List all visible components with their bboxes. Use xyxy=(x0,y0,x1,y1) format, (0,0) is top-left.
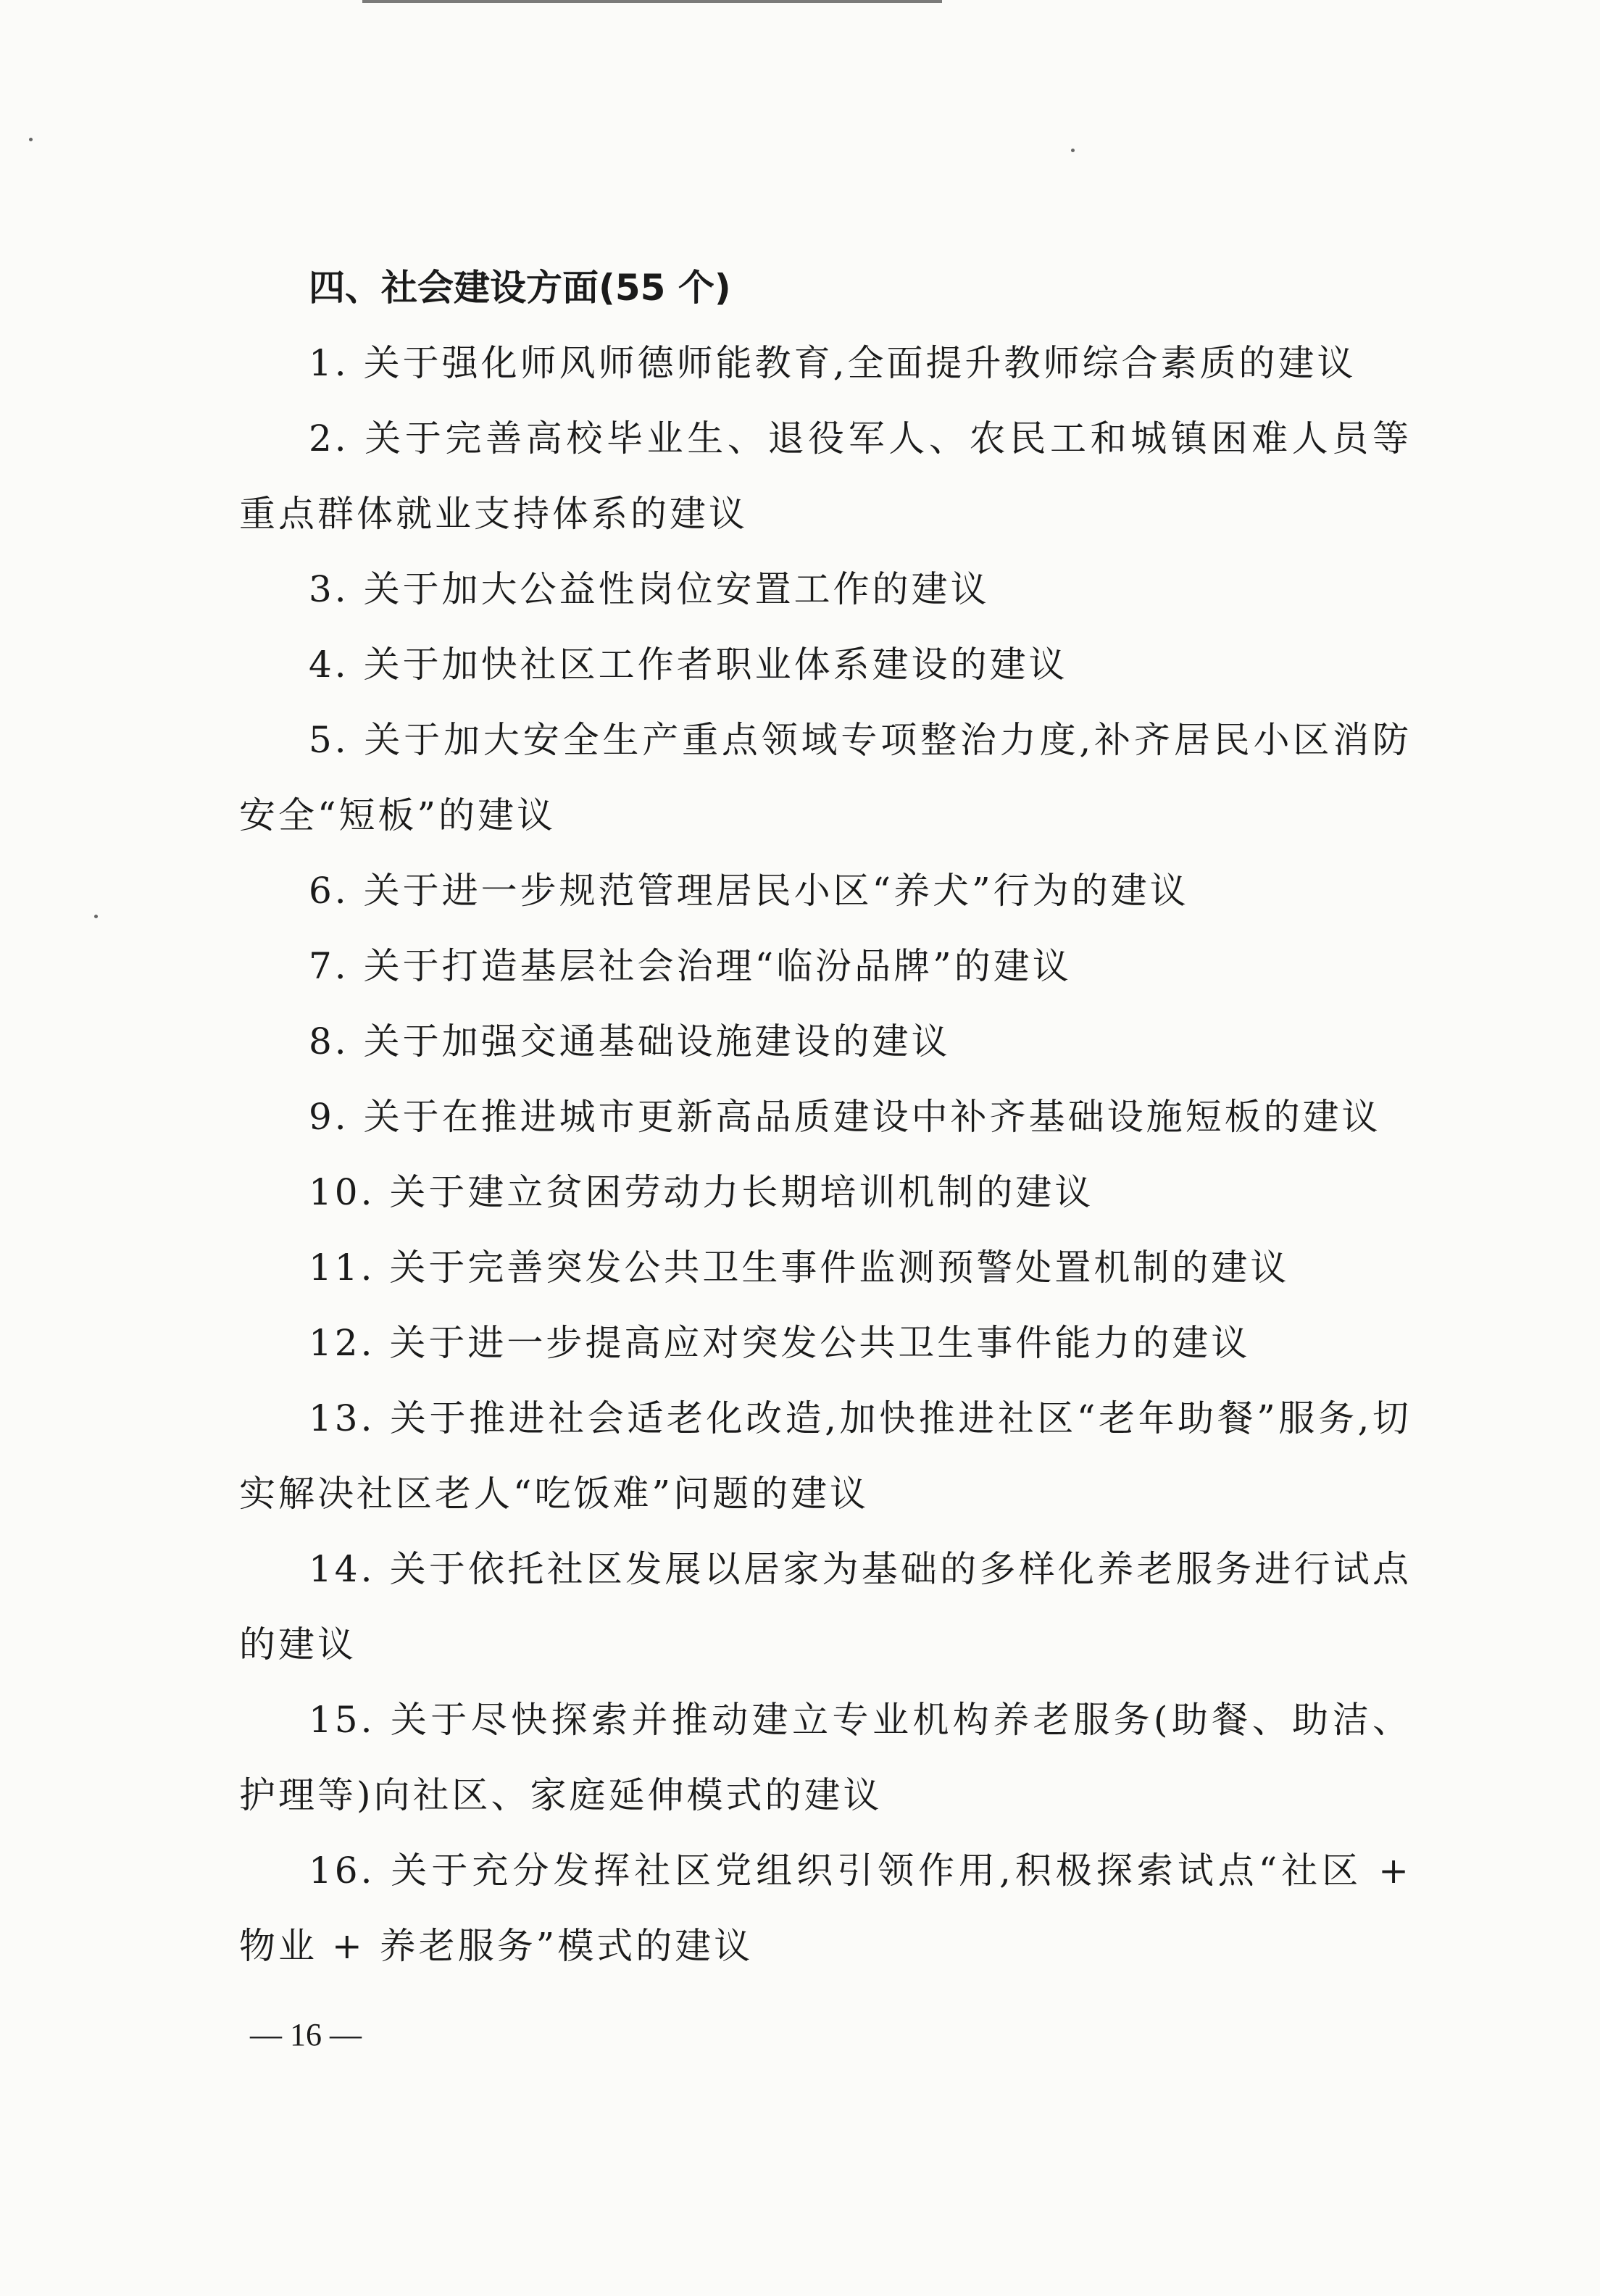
scan-speck xyxy=(94,915,98,918)
list-item: 3. 关于加大公益性岗位安置工作的建议 xyxy=(309,568,990,610)
list-item: 9. 关于在推进城市更新高品质建设中补齐基础设施短板的建议 xyxy=(309,1096,1381,1138)
list-item: 10. 关于建立贫困劳动力长期培训机制的建议 xyxy=(309,1171,1094,1213)
document-page xyxy=(239,250,1412,1984)
list-item: 1. 关于强化师风师德师能教育,全面提升教师综合素质的建议 xyxy=(309,342,1357,384)
list-item: 8. 关于加强交通基础设施建设的建议 xyxy=(309,1020,951,1062)
list-item: 5. 关于加大安全生产重点领域专项整治力度,补齐居民小区消防安全“短板”的建议 xyxy=(239,719,1412,836)
scan-top-edge-rule xyxy=(362,0,942,3)
scan-speck xyxy=(1071,149,1075,152)
list-item: 7. 关于打造基层社会治理“临汾品牌”的建议 xyxy=(309,945,1072,987)
page-number: — 16 — xyxy=(250,2017,362,2052)
list-item: 4. 关于加快社区工作者职业体系建设的建议 xyxy=(309,644,1068,686)
list-item: 12. 关于进一步提高应对突发公共卫生事件能力的建议 xyxy=(309,1322,1251,1364)
scan-speck xyxy=(29,138,33,141)
proposal-list xyxy=(239,325,1412,1984)
section-heading: 四、社会建设方面(55 个) xyxy=(309,267,731,309)
list-item: 2. 关于完善高校毕业生、退役军人、农民工和城镇困难人员等重点群体就业支持体系的建议 xyxy=(239,417,1412,535)
list-item: 11. 关于完善突发公共卫生事件监测预警处置机制的建议 xyxy=(309,1247,1290,1289)
list-item: 6. 关于进一步规范管理居民小区“养犬”行为的建议 xyxy=(309,870,1189,912)
list-item: 14. 关于依托社区发展以居家为基础的多样化养老服务进行试点的建议 xyxy=(239,1548,1412,1665)
list-item: 15. 关于尽快探索并推动建立专业机构养老服务(助餐、助洁、护理等)向社区、家庭延伸模式的建议 xyxy=(239,1699,1412,1816)
list-item: 16. 关于充分发挥社区党组织引领作用,积极探索试点“社区 + 物业 + 养老服务”模式的建议 xyxy=(239,1850,1412,1967)
list-item: 13. 关于推进社会适老化改造,加快推进社区“老年助餐”服务,切实解决社区老人“吃饭难”问题的建议 xyxy=(239,1397,1412,1515)
